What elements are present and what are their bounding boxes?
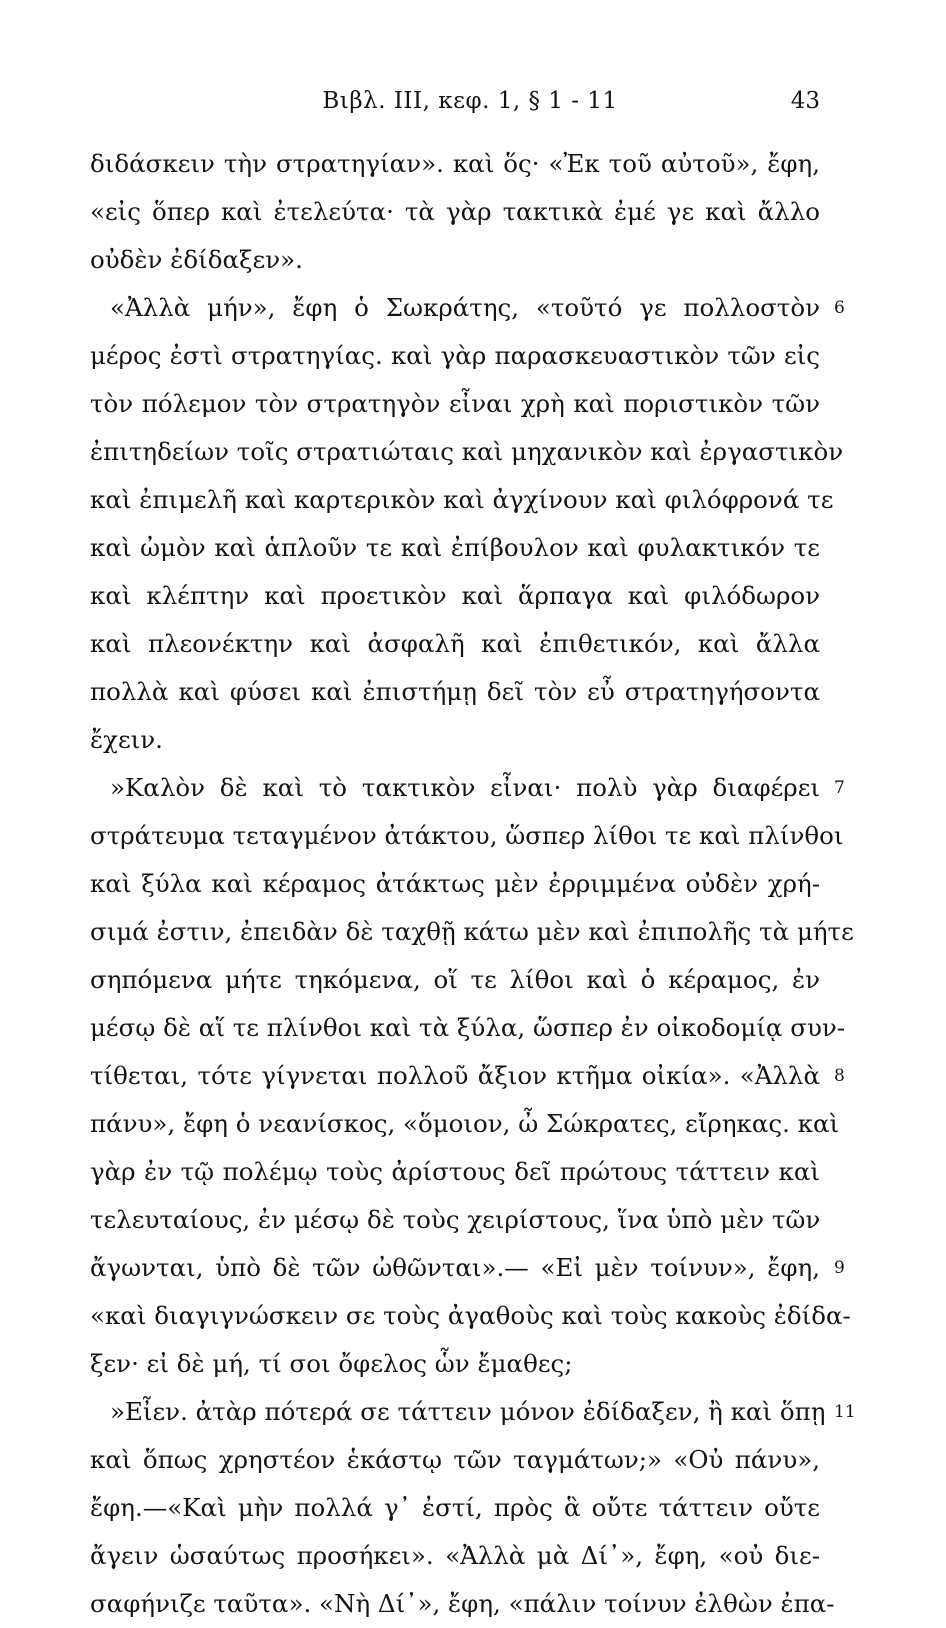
text-line: σιμά ἐστιν, ἐπειδὰν δὲ ταχθῇ κάτω μὲν καὶ ἐπιπολῆς τὰ μήτε <box>90 917 854 946</box>
text-line: καὶ ὅπως χρηστέον ἑκάστῳ τῶν ταγμάτων;» «Οὐ πάνυ», <box>90 1445 820 1474</box>
text-line: ἄγειν ὡσαύτως προσήκει». «Ἀλλὰ μὰ Δί᾿», ἔφη, «οὐ διε- <box>90 1541 820 1570</box>
running-head: Βιβλ. III, κεφ. 1, § 1 - 11 <box>322 88 618 114</box>
section-number: 9 <box>834 1258 845 1278</box>
text-line: πολλὰ καὶ φύσει καὶ ἐπιστήμῃ δεῖ τὸν εὖ στρατηγήσοντα <box>90 677 820 706</box>
text-line: σηπόμενα μήτε τηκόμενα, οἵ τε λίθοι καὶ ὁ κέραμος, ἐν <box>90 965 820 994</box>
text-line: πάνυ», ἔφη ὁ νεανίσκος, «ὅμοιον, ὦ Σώκρατες, εἴρηκας. καὶ <box>90 1109 840 1138</box>
text-line: «καὶ διαγιγνώσκειν σε τοὺς ἀγαθοὺς καὶ τοὺς κακοὺς ἐδίδα- <box>90 1301 851 1330</box>
page-header <box>90 88 820 128</box>
text-line: καὶ ἐπιμελῆ καὶ καρτερικὸν καὶ ἀγχίνουν καὶ φιλόφρονά τε <box>90 485 834 514</box>
text-line: οὐδὲν ἐδίδαξεν». <box>90 245 303 274</box>
text-line: μέρος ἐστὶ στρατηγίας. καὶ γὰρ παρασκευαστικὸν τῶν εἰς <box>90 341 820 370</box>
text-line: τελευταίους, ἐν μέσῳ δὲ τοὺς χειρίστους, ἵνα ὑπὸ μὲν τῶν <box>90 1205 821 1234</box>
text-line: ἔχειν. <box>90 725 163 754</box>
text-line: καὶ κλέπτην καὶ προετικὸν καὶ ἅρπαγα καὶ φιλόδωρον <box>90 581 820 610</box>
text-line: ἔφη.—«Καὶ μὴν πολλά γ᾿ ἐστί, πρὸς ἃ οὔτε τάττειν οὔτε <box>90 1493 820 1522</box>
text-line: γὰρ ἐν τῷ πολέμῳ τοὺς ἀρίστους δεῖ πρώτους τάττειν καὶ <box>90 1157 820 1186</box>
text-line: διδάσκειν τὴν στρατηγίαν». καὶ ὅς· «Ἐκ τοῦ αὐτοῦ», ἔφη, <box>90 149 820 178</box>
text-line: «Ἀλλὰ μήν», ἔφη ὁ Σωκράτης, «τοῦτό γε πολλοστὸν <box>110 293 820 322</box>
page-number: 43 <box>790 88 820 114</box>
text-line: σαφήνιζε ταῦτα». «Νὴ Δί᾿», ἔφη, «πάλιν τοίνυν ἐλθὼν ἐπα- <box>90 1589 835 1618</box>
text-line: »Καλὸν δὲ καὶ τὸ τακτικὸν εἶναι· πολὺ γὰρ διαφέρει <box>110 773 820 802</box>
text-line: ἐπιτηδείων τοῖς στρατιώταις καὶ μηχανικὸν καὶ ἐργαστικὸν <box>90 437 844 466</box>
text-line: καὶ ξύλα καὶ κέραμος ἀτάκτως μὲν ἐρριμμένα οὐδὲν χρή- <box>90 869 820 898</box>
section-number: 8 <box>834 1066 845 1086</box>
text-line: «εἰς ὅπερ καὶ ἐτελεύτα· τὰ γὰρ τακτικὰ ἐμέ γε καὶ ἄλλο <box>90 197 820 226</box>
text-line: καὶ ὠμὸν καὶ ἁπλοῦν τε καὶ ἐπίβουλον καὶ φυλακτικόν τε <box>90 533 820 562</box>
section-number: 6 <box>834 298 845 318</box>
text-line: τίθεται, τότε γίγνεται πολλοῦ ἄξιον κτῆμα οἰκία». «Ἀλλὰ <box>90 1061 820 1090</box>
text-line: ξεν· εἰ δὲ μή, τί σοι ὄφελος ὧν ἔμαθες; <box>90 1349 573 1378</box>
text-line: ἄγωνται, ὑπὸ δὲ τῶν ὠθῶνται».— «Εἰ μὲν τοίνυν», ἔφη, <box>90 1253 820 1282</box>
section-number: 7 <box>834 778 845 798</box>
text-line: μέσῳ δὲ αἵ τε πλίνθοι καὶ τὰ ξύλα, ὥσπερ ἐν οἰκοδομίᾳ συν- <box>90 1013 846 1042</box>
text-line: καὶ πλεονέκτην καὶ ἀσφαλῆ καὶ ἐπιθετικόν, καὶ ἄλλα <box>90 629 820 658</box>
text-line: τὸν πόλεμον τὸν στρατηγὸν εἶναι χρὴ καὶ ποριστικὸν τῶν <box>90 389 820 418</box>
section-number: 11 <box>834 1402 856 1422</box>
text-line: »Εἶεν. ἀτὰρ πότερά σε τάττειν μόνον ἐδίδαξεν, ἢ καὶ ὅπῃ <box>110 1397 826 1426</box>
text-line: στράτευμα τεταγμένον ἀτάκτου, ὥσπερ λίθοι τε καὶ πλίνθοι <box>90 821 844 850</box>
